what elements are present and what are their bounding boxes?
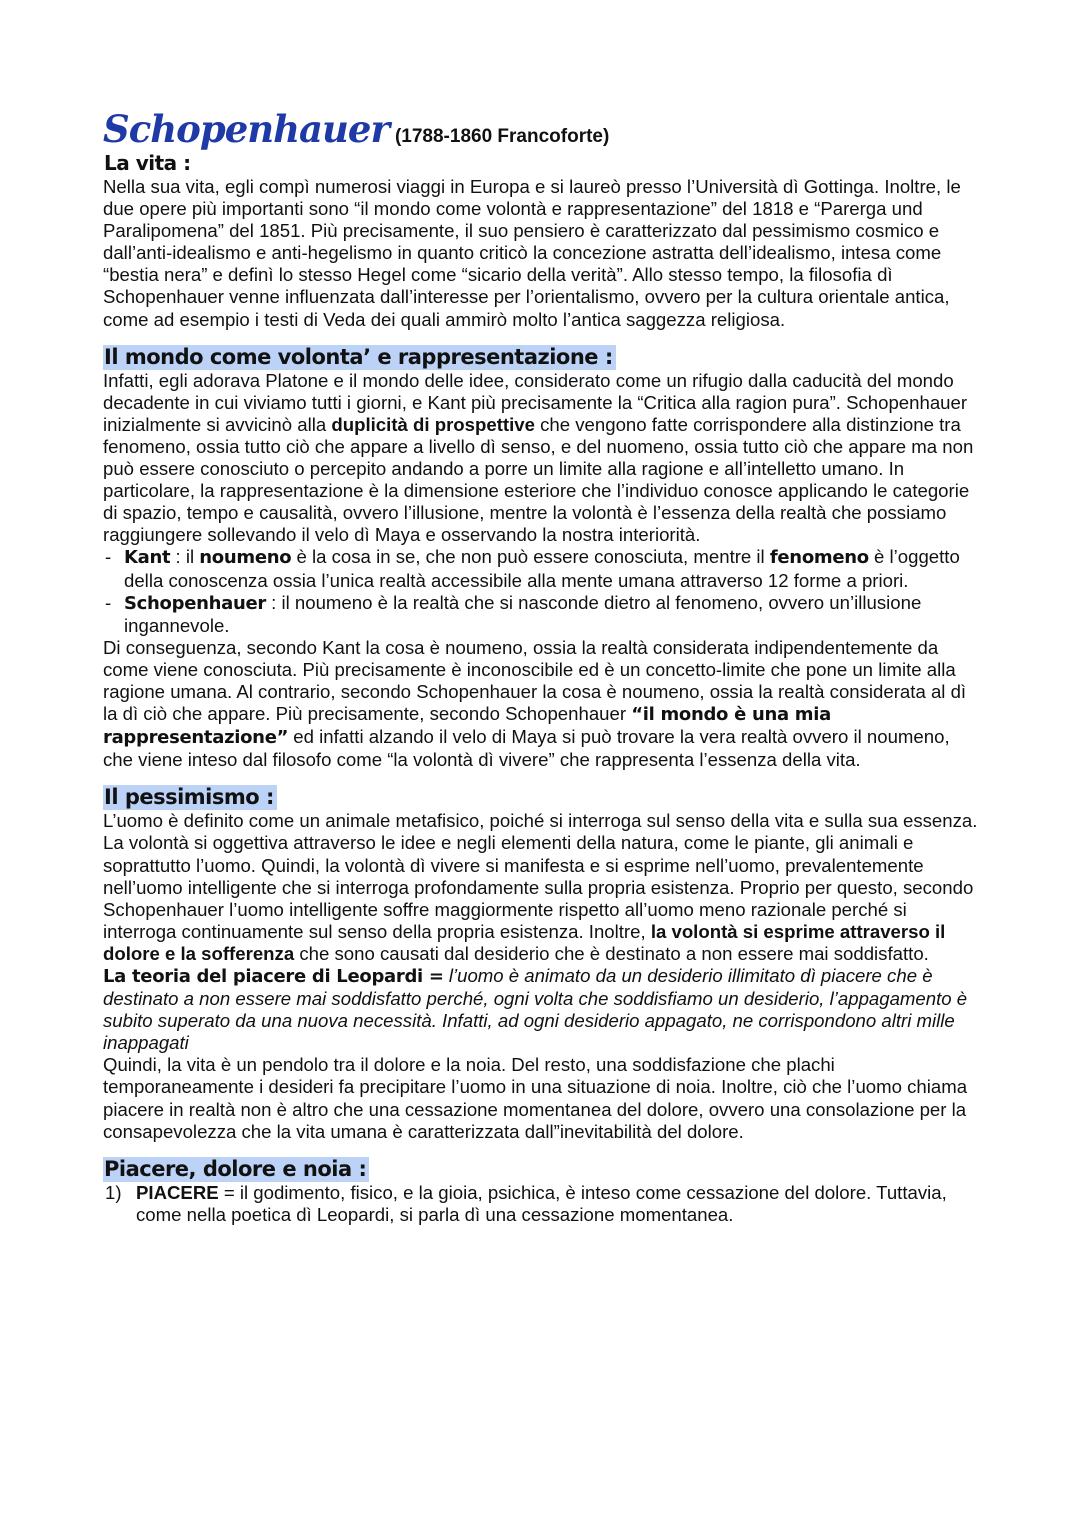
page-title: Schopenhauer xyxy=(103,107,389,151)
label-kant: Kant xyxy=(124,547,171,569)
heading-piacere: Piacere, dolore e noia : xyxy=(103,1157,369,1182)
text-span: = il godimento, fisico, e la gioia, psichica, è inteso come cessazione del dolore. Tuttavia, come nella poetica dì Leopardi, si parla dì una cessazione momentanea. xyxy=(136,1181,947,1225)
kant-schopenhauer-list xyxy=(103,546,983,636)
paragraph-mondo-2 xyxy=(103,637,983,772)
text-span: che vengono fatte corrispondere alla distinzione tra fenomeno, ossia tutto ciò che appare a livello dì senso, e del nuomeno, ossia tutto ciò che appare ma non può essere conosciuto o percepito andando a porre un limite alla ragione e all’intelletto umano. In particolare, la rappresentazione è la dimensione esteriore che l’individuo conosce applicando le categorie di spazio, tempo e causalità, ovvero l’illusione, mentre la volontà è l’essenza della realtà che possiamo raggiungere sollevando il velo dì Maya e osservando la nostra interiorità. xyxy=(103,413,974,546)
heading-mondo: Il mondo come volonta’ e rappresentazione : xyxy=(103,345,616,370)
section-mondo xyxy=(103,345,983,772)
text-span: è la cosa in se, che non può essere conosciuta, mentre il xyxy=(291,546,770,568)
paragraph-leopardi xyxy=(103,965,983,1054)
text-span: : il noumeno è la realtà che si nasconde dietro al fenomeno, ovvero un’illusione ingannevole. xyxy=(124,591,922,636)
label-leopardi: La teoria del piacere di Leopardi = xyxy=(103,966,444,987)
paragraph-pessimismo-1 xyxy=(103,810,983,965)
paragraph-vita: Nella sua vita, egli compì numerosi viaggi in Europa e si laureò presso l’Università dì Gottinga. Inoltre, le due opere più importanti sono “il mondo come volontà e rappresentazione” del 1818 e “Parerga und Paralipomena” del 1851. Più precisamente, il suo pensiero è caratterizzato dal pessimismo cosmico e dall’anti-idealismo e anti-hegelismo in quanto criticò la concezione astratta dell’idealismo, intesa come “bestia nera” e definì lo stesso Hegel come “sicario della verità”. Allo stesso tempo, la filosofia dì Schopenhauer venne influenzata dall’interesse per l’orientalismo, ovvero per la cultura orientale antica, come ad esempio i testi di Veda dei quali ammirò molto l’antica saggezza religiosa. xyxy=(103,176,961,330)
text-span: che sono causati dal desiderio che è destinato a non essere mai soddisfatto. xyxy=(294,942,929,964)
text-span: Infatti, egli adorava Platone e il mondo delle idee, considerato come un rifugio dalla caducità del mondo decadente in cui viviamo tutti i giorni, e Kant più precisamente la “Critica alla ragion pura”. Schopenhauer inizialmente si avvicinò alla xyxy=(103,369,968,435)
paragraph-pessimismo-2: Quindi, la vita è un pendolo tra il dolore e la noia. Del resto, una soddisfazione che plachi temporaneamente i desideri fa precipitare l’uomo in una situazione di noia. Inoltre, ciò che l’uomo chiama piacere in realtà non è altro che una cessazione momentanea del dolore, ovvero una consolazione per la consapevolezza che la vita umana è caratterizzata dall”inevitabilità del dolore. xyxy=(103,1054,968,1142)
text-span: L’uomo è definito come un animale metafisico, poiché si interroga sul senso della vita e sulla sua essenza. La volontà si oggettiva attraverso le idee e negli elementi della natura, come le piante, gli animali e soprattutto l’uomo. Quindi, la volontà dì vivere si manifesta e si esprime nell’uomo, prevalentemente nell’uomo intelligente che si interroga profondamente sulla propria esistenza. Proprio per questo, secondo Schopenhauer l’uomo intelligente soffre maggiormente rispetto all’uomo meno razionale perché si interroga continuamente sul senso della propria esistenza. Inoltre, xyxy=(103,810,978,942)
title-row xyxy=(103,108,983,150)
paragraph-mondo-1 xyxy=(103,370,983,547)
title-dates: (1788-1860 Francoforte) xyxy=(394,126,610,147)
document-page xyxy=(103,108,983,1226)
italic-text: l’uomo è animato da un desiderio illimitato dì piacere che è destinato a non essere mai soddisfatto perché, ogni volta che soddisfiamo un desiderio, l’appagamento è subito superato da una nuova necessità. Infatti, ad ogni desiderio appagato, ne corrispondono altri mille inappagati xyxy=(103,965,968,1054)
list-item-kant xyxy=(103,546,983,591)
bold-text: la volontà si esprime attraverso il dolore e la sofferenza xyxy=(103,920,946,964)
section-vita xyxy=(103,151,983,331)
section-pessimismo xyxy=(103,785,983,1142)
list-item-schopenhauer xyxy=(103,592,983,637)
heading-vita: La vita : xyxy=(104,151,191,175)
text-span: Di conseguenza, secondo Kant la cosa è noumeno, ossia la realtà considerata indipendentemente da come viene conosciuta. Più precisamente è inconoscibile ed è un concetto-limite che pone un limite alla ragione umana. Al contrario, secondo Schopenhauer la cosa è noumeno, ossia la realtà considerata al dì la dì ciò che appare. Più precisamente, secondo Schopenhauer xyxy=(103,636,967,725)
text-span: ed infatti alzando il velo di Maya si può trovare la vera realtà ovvero il noumeno, che viene inteso dal filosofo come “la volontà dì vivere” che rappresenta l’essenza della vita. xyxy=(103,726,950,771)
list-number: 1) xyxy=(105,1181,122,1203)
heading-pessimismo: Il pessimismo : xyxy=(103,785,277,810)
section-piacere xyxy=(103,1157,983,1226)
piacere-list xyxy=(103,1182,983,1226)
quote-mondo: “il mondo è una mia rappresentazione” xyxy=(103,704,831,749)
label-schopenhauer: Schopenhauer xyxy=(124,592,266,614)
term-fenomeno: fenomeno xyxy=(769,547,869,569)
label-piacere: PIACERE xyxy=(136,1181,219,1203)
term-noumeno: noumeno xyxy=(199,547,292,569)
bold-text: duplicità di prospettive xyxy=(331,413,535,435)
text-span: : il xyxy=(170,546,200,568)
list-item-piacere xyxy=(103,1182,983,1226)
text-span: è l’oggetto della conoscenza ossia l’unica realtà accessibile alla mente umana attraverso 12 forme a priori. xyxy=(124,546,960,591)
